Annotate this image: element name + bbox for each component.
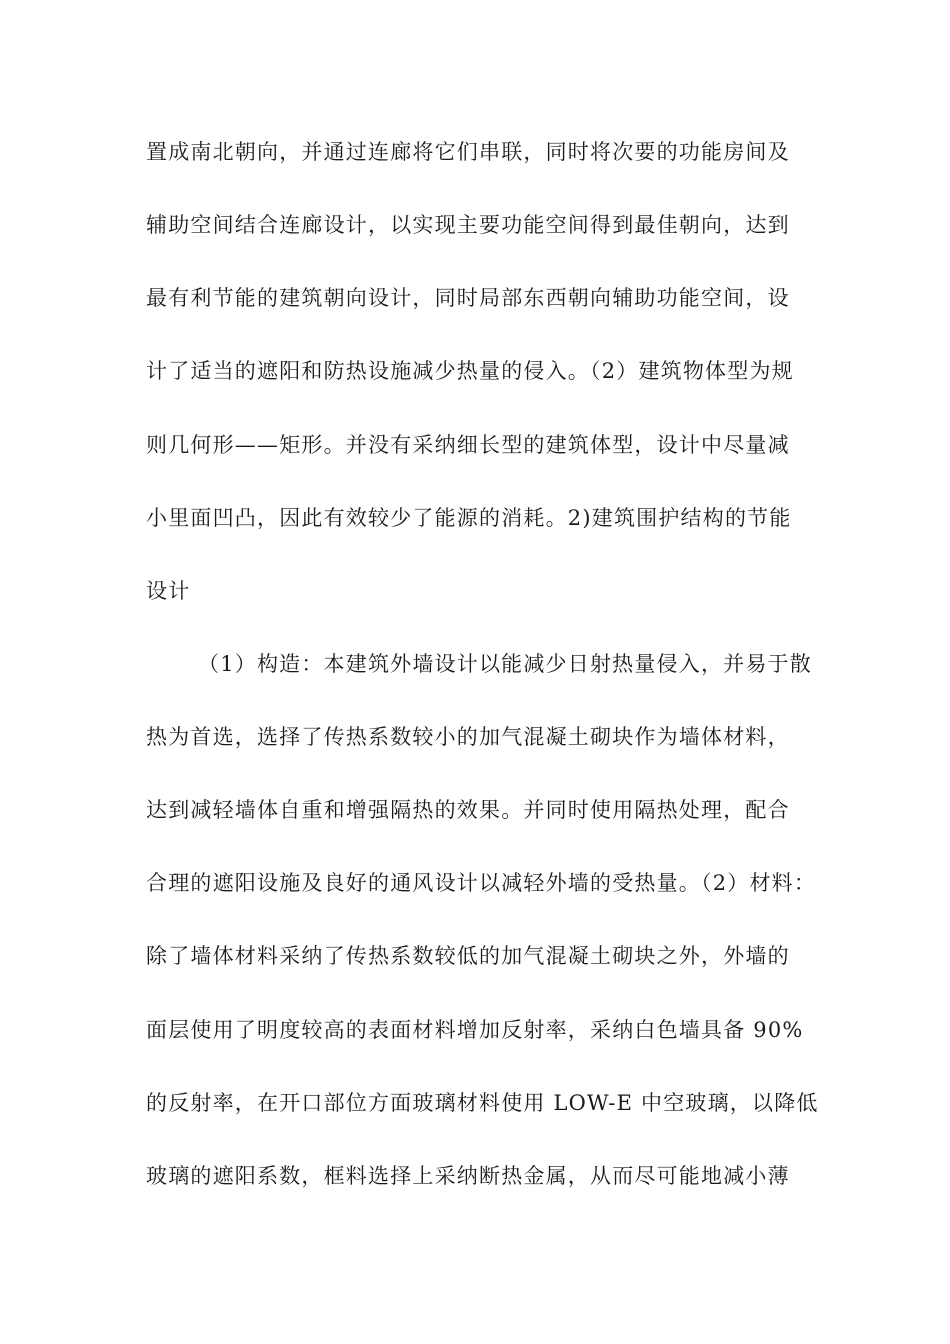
text-line: 计了适当的遮阳和防热设施减少热量的侵入。（2）建筑物体型为规 [146, 359, 794, 383]
text-line: 面层使用了明度较高的表面材料增加反射率，采纳白色墙具备 90% [146, 1018, 804, 1042]
text-line: 玻璃的遮阳系数，框料选择上采纳断热金属，从而尽可能地减小薄 [146, 1164, 790, 1188]
text-line: 最有利节能的建筑朝向设计，同时局部东西朝向辅助功能空间，设 [146, 286, 790, 310]
text-line: 小里面凹凸，因此有效较少了能源的消耗。2)建筑围护结构的节能 [146, 506, 792, 530]
text-line: 除了墙体材料采纳了传热系数较低的加气混凝土砌块之外，外墙的 [146, 944, 790, 968]
text-line: 置成南北朝向，并通过连廊将它们串联，同时将次要的功能房间及 [146, 140, 790, 164]
text-line: 热为首选，选择了传热系数较小的加气混凝土砌块作为墙体材料， [146, 725, 790, 749]
paragraph-first-line: （1）构造：本建筑外墙设计以能减少日射热量侵入，并易于散 [198, 652, 812, 676]
text-line: 设计 [146, 579, 191, 603]
text-line: 达到减轻墙体自重和增强隔热的效果。并同时使用隔热处理，配合 [146, 798, 790, 822]
text-line: 则几何形——矩形。并没有采纳细长型的建筑体型，设计中尽量减 [146, 433, 790, 457]
text-line: 合理的遮阳设施及良好的通风设计以减轻外墙的受热量。（2）材料： [146, 871, 817, 895]
text-line: 的反射率，在开口部位方面玻璃材料使用 LOW-E 中空玻璃，以降低 [146, 1091, 819, 1115]
text-line: 辅助空间结合连廊设计，以实现主要功能空间得到最佳朝向，达到 [146, 213, 790, 237]
